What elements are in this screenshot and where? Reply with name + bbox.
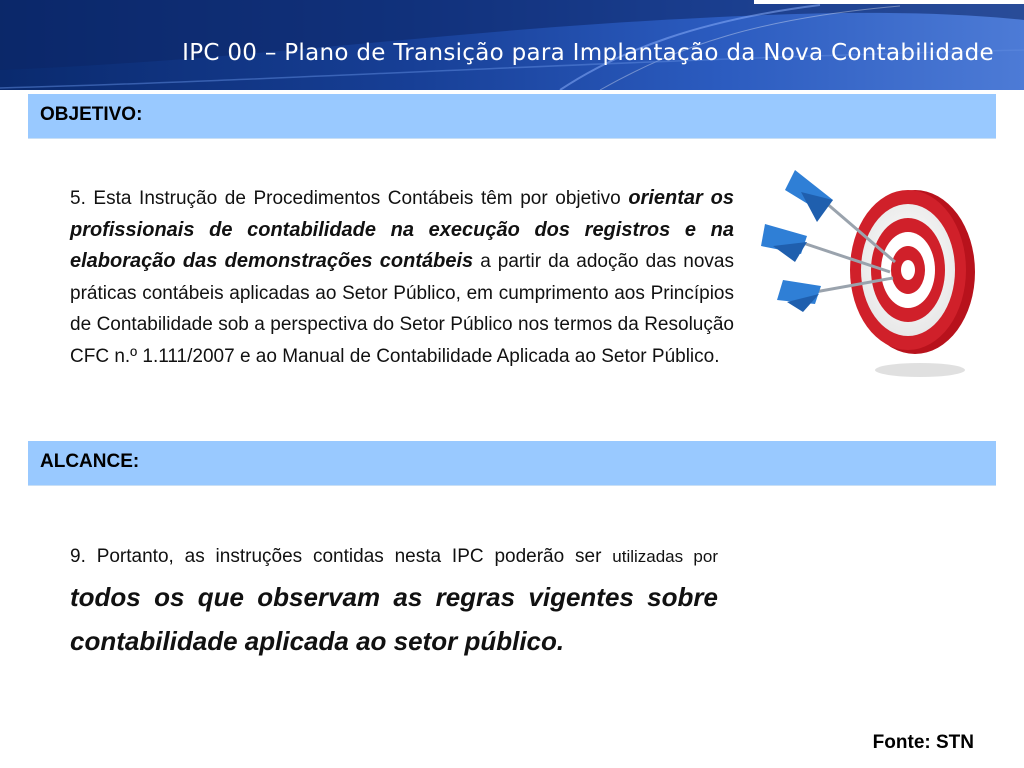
header-corner-tab [754,0,1024,4]
section-heading-bar-objetivo [28,94,996,139]
slide-title: IPC 00 – Plano de Transição para Implantação da Nova Contabilidade [182,40,994,66]
objetivo-text-emphasis: orientar os profissionais de contabilidade na execução dos registros e na elaboração das demonstrações contábeis [70,187,734,273]
alcance-text-lead: 9. Portanto, as instruções contidas nesta IPC poderão ser [70,546,613,567]
section-heading-bar-alcance [28,441,996,486]
alcance-paragraph [70,536,718,665]
section-heading-objetivo: OBJETIVO: [40,104,143,125]
slide-header [0,0,1024,90]
section-heading-alcance: ALCANCE: [40,451,140,472]
objetivo-paragraph [70,183,734,373]
source-credit: Fonte: STN [872,732,974,753]
alcance-text-lead-small: utilizadas por [612,547,718,566]
objetivo-text-lead: 5. Esta Instrução de Procedimentos Contábeis têm por objetivo [70,188,629,209]
objetivo-text-tail: a partir da adoção das novas práticas contábeis aplicadas ao Setor Público, em cumprimento aos Princípios de Contabilidade sob a perspectiva do Setor Público nos termos da Resolução CFC n.º 1.111/2007 e ao Manual de Contabilidade Aplicada ao Setor Público. [70,251,734,367]
target-with-darts-icon [755,162,985,392]
alcance-text-emphasis: todos os que observam as regras vigentes sobre contabilidade aplicada ao setor público. [70,582,718,656]
